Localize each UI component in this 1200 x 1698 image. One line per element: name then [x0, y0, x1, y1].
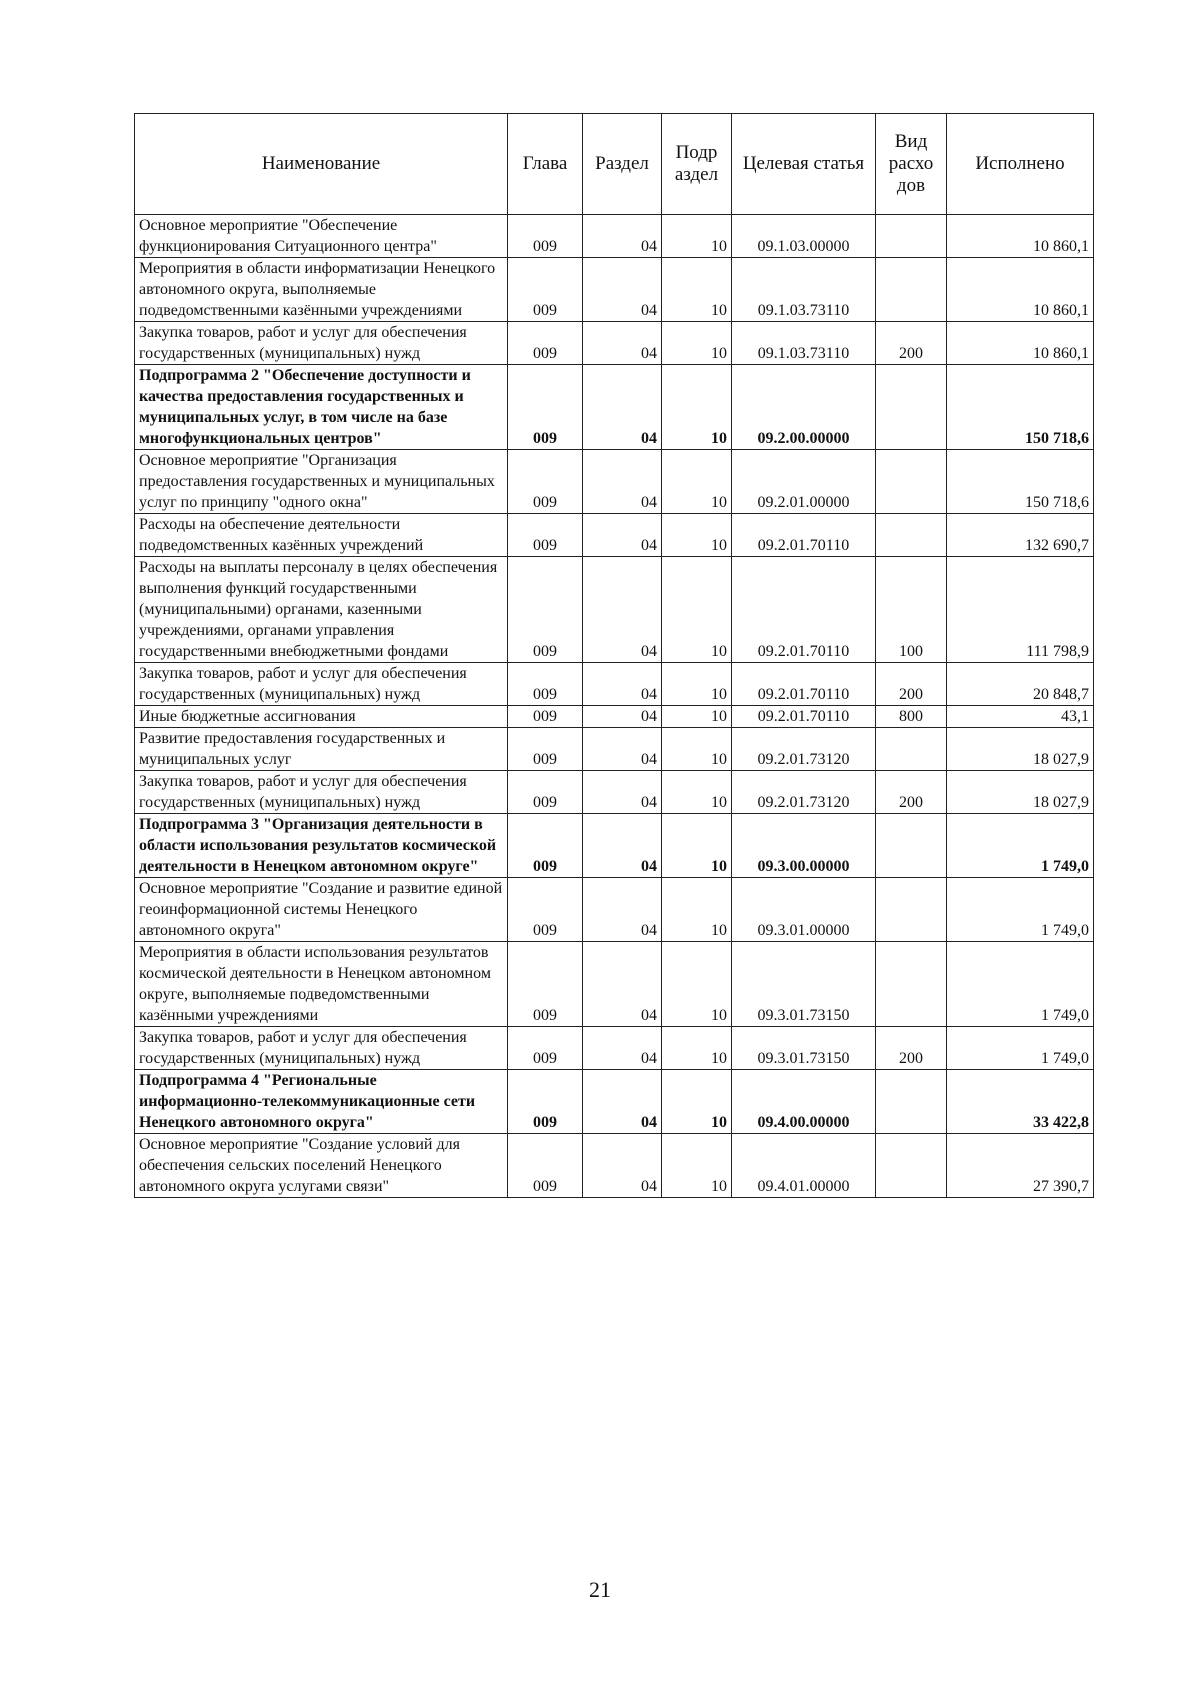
- row-expense-type-cell: [876, 514, 947, 557]
- row-section-cell: 04: [583, 1134, 662, 1198]
- table-row: [135, 450, 1094, 514]
- row-expense-type-cell: [876, 1134, 947, 1198]
- row-chapter-cell: 009: [508, 706, 583, 728]
- row-subsection-cell: 10: [662, 365, 732, 450]
- row-chapter-cell: 009: [508, 557, 583, 663]
- row-executed-cell: 1 749,0: [947, 942, 1094, 1027]
- header-executed: Исполнено: [947, 114, 1094, 215]
- row-section-cell: 04: [583, 942, 662, 1027]
- row-name-cell: Основное мероприятие "Создание условий для обеспечения сельских поселений Ненецкого автономного округа услугами связи": [135, 1134, 508, 1198]
- row-section-cell: 04: [583, 814, 662, 878]
- row-section-cell: 04: [583, 365, 662, 450]
- row-subsection-cell: 10: [662, 322, 732, 365]
- row-chapter-cell: 009: [508, 942, 583, 1027]
- row-executed-cell: 18 027,9: [947, 728, 1094, 771]
- table-header-row: [135, 114, 1094, 215]
- row-subsection-cell: 10: [662, 878, 732, 942]
- row-chapter-cell: 009: [508, 814, 583, 878]
- row-target-cell: 09.3.01.73150: [732, 1027, 876, 1070]
- table-row: [135, 258, 1094, 322]
- row-chapter-cell: 009: [508, 771, 583, 814]
- row-subsection-cell: 10: [662, 814, 732, 878]
- row-expense-type-cell: [876, 365, 947, 450]
- row-expense-type-cell: [876, 258, 947, 322]
- row-expense-type-cell: [876, 942, 947, 1027]
- row-chapter-cell: 009: [508, 215, 583, 258]
- row-target-cell: 09.3.00.00000: [732, 814, 876, 878]
- budget-execution-table: [134, 113, 1094, 1198]
- row-name-cell: Закупка товаров, работ и услуг для обеспечения государственных (муниципальных) нужд: [135, 771, 508, 814]
- row-expense-type-cell: 800: [876, 706, 947, 728]
- row-subsection-cell: 10: [662, 514, 732, 557]
- row-section-cell: 04: [583, 322, 662, 365]
- row-expense-type-cell: [876, 1070, 947, 1134]
- row-name-cell: Расходы на выплаты персоналу в целях обеспечения выполнения функций государственными (муниципальными) органами, казенными учреждениями, органами управления государственными внебюджетными фондами: [135, 557, 508, 663]
- row-target-cell: 09.2.01.70110: [732, 514, 876, 557]
- row-target-cell: 09.3.01.73150: [732, 942, 876, 1027]
- row-name-cell: Подпрограмма 3 "Организация деятельности в области использования результатов космической деятельности в Ненецком автономном округе": [135, 814, 508, 878]
- row-target-cell: 09.2.01.73120: [732, 728, 876, 771]
- row-executed-cell: 1 749,0: [947, 1027, 1094, 1070]
- table-row: [135, 663, 1094, 706]
- row-section-cell: 04: [583, 663, 662, 706]
- row-chapter-cell: 009: [508, 1027, 583, 1070]
- table-row: [135, 365, 1094, 450]
- row-chapter-cell: 009: [508, 322, 583, 365]
- row-section-cell: 04: [583, 878, 662, 942]
- row-target-cell: 09.1.03.73110: [732, 322, 876, 365]
- header-expense-type: Вид расхо дов: [876, 114, 947, 215]
- row-chapter-cell: 009: [508, 514, 583, 557]
- row-expense-type-cell: 200: [876, 1027, 947, 1070]
- header-subsection: Подр аздел: [662, 114, 732, 215]
- row-section-cell: 04: [583, 557, 662, 663]
- row-subsection-cell: 10: [662, 215, 732, 258]
- row-target-cell: 09.1.03.00000: [732, 215, 876, 258]
- row-executed-cell: 150 718,6: [947, 365, 1094, 450]
- row-executed-cell: 20 848,7: [947, 663, 1094, 706]
- row-name-cell: Закупка товаров, работ и услуг для обеспечения государственных (муниципальных) нужд: [135, 322, 508, 365]
- row-name-cell: Основное мероприятие "Создание и развитие единой геоинформационной системы Ненецкого автономного округа": [135, 878, 508, 942]
- row-subsection-cell: 10: [662, 728, 732, 771]
- row-target-cell: 09.2.01.70110: [732, 663, 876, 706]
- row-expense-type-cell: 200: [876, 663, 947, 706]
- row-chapter-cell: 009: [508, 450, 583, 514]
- table-row: [135, 215, 1094, 258]
- table-row: [135, 706, 1094, 728]
- row-chapter-cell: 009: [508, 1070, 583, 1134]
- row-chapter-cell: 009: [508, 365, 583, 450]
- row-name-cell: Мероприятия в области информатизации Ненецкого автономного округа, выполняемые подведомственными казёнными учреждениями: [135, 258, 508, 322]
- row-expense-type-cell: [876, 215, 947, 258]
- row-target-cell: 09.2.01.73120: [732, 771, 876, 814]
- table-row: [135, 728, 1094, 771]
- row-chapter-cell: 009: [508, 1134, 583, 1198]
- row-subsection-cell: 10: [662, 771, 732, 814]
- row-name-cell: Иные бюджетные ассигнования: [135, 706, 508, 728]
- row-name-cell: Закупка товаров, работ и услуг для обеспечения государственных (муниципальных) нужд: [135, 663, 508, 706]
- header-target-article: Целевая статья: [732, 114, 876, 215]
- row-subsection-cell: 10: [662, 1134, 732, 1198]
- table-row: [135, 1070, 1094, 1134]
- row-target-cell: 09.2.01.00000: [732, 450, 876, 514]
- row-expense-type-cell: [876, 450, 947, 514]
- table-row: [135, 322, 1094, 365]
- row-chapter-cell: 009: [508, 663, 583, 706]
- table-row: [135, 942, 1094, 1027]
- row-name-cell: Подпрограмма 2 "Обеспечение доступности и качества предоставления государственных и муниципальных услуг, в том числе на базе многофункциональных центров": [135, 365, 508, 450]
- row-executed-cell: 10 860,1: [947, 215, 1094, 258]
- row-name-cell: Основное мероприятие "Обеспечение функционирования Ситуационного центра": [135, 215, 508, 258]
- row-target-cell: 09.2.01.70110: [732, 557, 876, 663]
- header-chapter: Глава: [508, 114, 583, 215]
- row-executed-cell: 27 390,7: [947, 1134, 1094, 1198]
- row-subsection-cell: 10: [662, 557, 732, 663]
- row-executed-cell: 150 718,6: [947, 450, 1094, 514]
- page-number: 21: [589, 1577, 611, 1602]
- row-executed-cell: 10 860,1: [947, 322, 1094, 365]
- row-executed-cell: 33 422,8: [947, 1070, 1094, 1134]
- row-executed-cell: 132 690,7: [947, 514, 1094, 557]
- row-target-cell: 09.2.00.00000: [732, 365, 876, 450]
- row-target-cell: 09.1.03.73110: [732, 258, 876, 322]
- row-target-cell: 09.4.00.00000: [732, 1070, 876, 1134]
- row-expense-type-cell: [876, 878, 947, 942]
- row-section-cell: 04: [583, 1070, 662, 1134]
- row-chapter-cell: 009: [508, 258, 583, 322]
- row-executed-cell: 111 798,9: [947, 557, 1094, 663]
- row-name-cell: Мероприятия в области использования результатов космической деятельности в Ненецком автономном округе, выполняемые подведомственными казёнными учреждениями: [135, 942, 508, 1027]
- row-subsection-cell: 10: [662, 258, 732, 322]
- row-section-cell: 04: [583, 728, 662, 771]
- row-chapter-cell: 009: [508, 728, 583, 771]
- row-expense-type-cell: [876, 814, 947, 878]
- row-subsection-cell: 10: [662, 706, 732, 728]
- table-row: [135, 1027, 1094, 1070]
- header-name: Наименование: [135, 114, 508, 215]
- row-executed-cell: 10 860,1: [947, 258, 1094, 322]
- row-name-cell: Основное мероприятие "Организация предоставления государственных и муниципальных услуг по принципу "одного окна": [135, 450, 508, 514]
- row-expense-type-cell: 100: [876, 557, 947, 663]
- row-target-cell: 09.4.01.00000: [732, 1134, 876, 1198]
- table-row: [135, 514, 1094, 557]
- row-executed-cell: 1 749,0: [947, 878, 1094, 942]
- table-row: [135, 771, 1094, 814]
- table-row: [135, 814, 1094, 878]
- row-name-cell: Подпрограмма 4 "Региональные информационно-телекоммуникационные сети Ненецкого автономного округа": [135, 1070, 508, 1134]
- row-subsection-cell: 10: [662, 1027, 732, 1070]
- row-expense-type-cell: [876, 728, 947, 771]
- row-executed-cell: 1 749,0: [947, 814, 1094, 878]
- table-row: [135, 878, 1094, 942]
- row-target-cell: 09.3.01.00000: [732, 878, 876, 942]
- row-section-cell: 04: [583, 706, 662, 728]
- row-name-cell: Развитие предоставления государственных и муниципальных услуг: [135, 728, 508, 771]
- row-expense-type-cell: 200: [876, 771, 947, 814]
- table-row: [135, 1134, 1094, 1198]
- row-section-cell: 04: [583, 771, 662, 814]
- row-section-cell: 04: [583, 258, 662, 322]
- row-section-cell: 04: [583, 1027, 662, 1070]
- row-expense-type-cell: 200: [876, 322, 947, 365]
- row-subsection-cell: 10: [662, 1070, 732, 1134]
- row-section-cell: 04: [583, 514, 662, 557]
- row-name-cell: Расходы на обеспечение деятельности подведомственных казённых учреждений: [135, 514, 508, 557]
- row-subsection-cell: 10: [662, 663, 732, 706]
- row-name-cell: Закупка товаров, работ и услуг для обеспечения государственных (муниципальных) нужд: [135, 1027, 508, 1070]
- header-section: Раздел: [583, 114, 662, 215]
- table-row: [135, 557, 1094, 663]
- row-target-cell: 09.2.01.70110: [732, 706, 876, 728]
- row-section-cell: 04: [583, 215, 662, 258]
- row-executed-cell: 18 027,9: [947, 771, 1094, 814]
- row-section-cell: 04: [583, 450, 662, 514]
- row-chapter-cell: 009: [508, 878, 583, 942]
- row-subsection-cell: 10: [662, 450, 732, 514]
- row-subsection-cell: 10: [662, 942, 732, 1027]
- row-executed-cell: 43,1: [947, 706, 1094, 728]
